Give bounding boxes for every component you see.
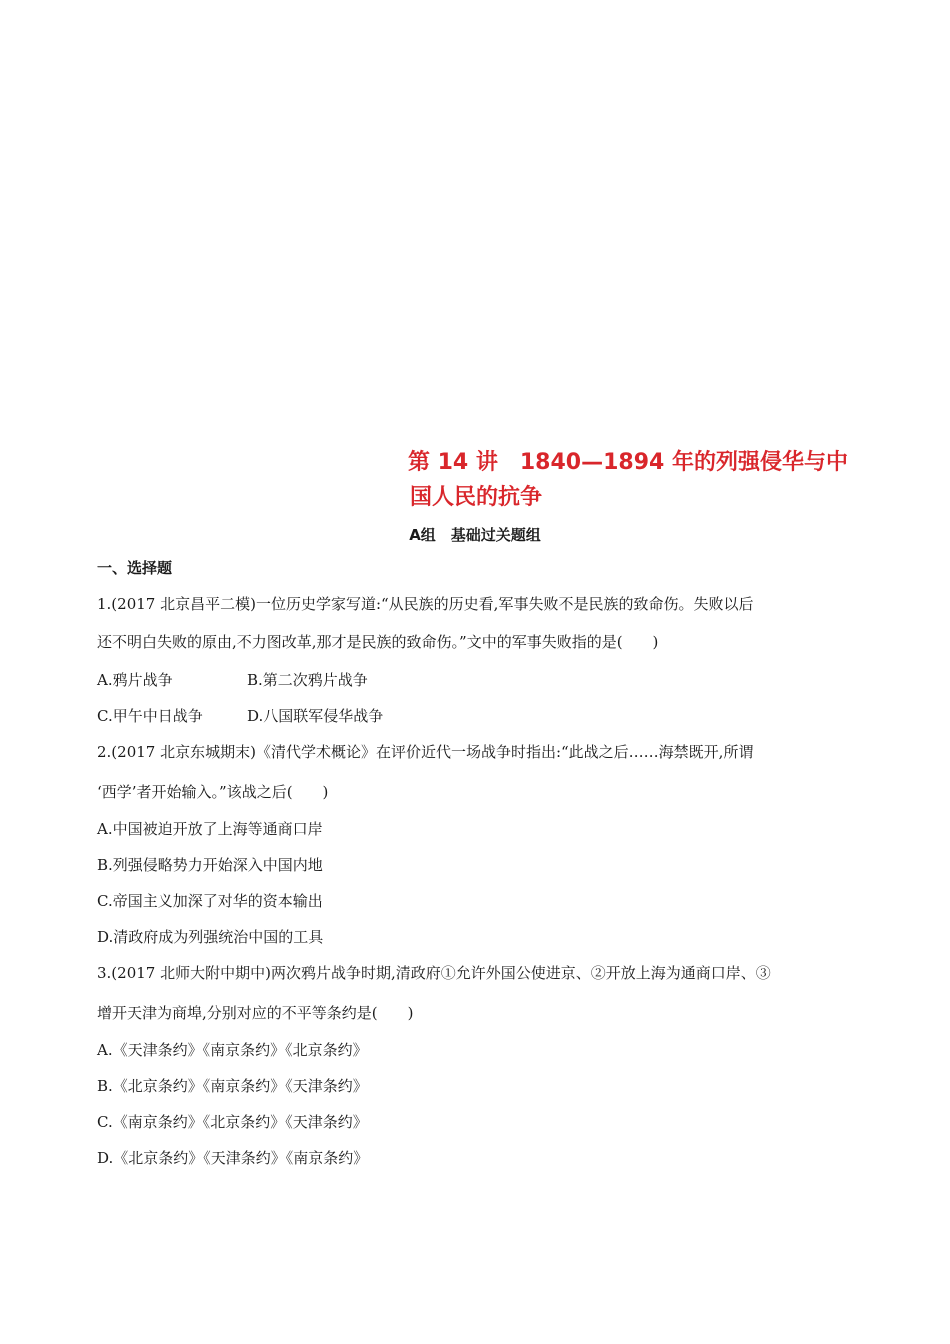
section-heading: 一、选择题 bbox=[97, 559, 173, 577]
question-2-stem-line1: 2.(2017 北京东城期末)《清代学术概论》在评价近代一场战争时指出:“此战之后……海禁既开,所谓 bbox=[97, 743, 754, 761]
question-2-option-b: B.列强侵略势力开始深入中国内地 bbox=[97, 856, 323, 874]
question-2-option-a: A.中国被迫开放了上海等通商口岸 bbox=[97, 820, 323, 838]
question-1-option-d: D.八国联军侵华战争 bbox=[247, 707, 384, 725]
lesson-title-line1: 第 14 讲 1840—1894 年的列强侵华与中 bbox=[407, 450, 848, 475]
question-1-options-row2 bbox=[97, 705, 383, 727]
question-1-option-a: A.鸦片战争 bbox=[97, 671, 173, 689]
question-2-option-c: C.帝国主义加深了对华的资本输出 bbox=[97, 892, 323, 910]
question-1-option-c: C.甲午中日战争 bbox=[97, 707, 203, 725]
question-2-option-d: D.清政府成为列强统治中国的工具 bbox=[97, 928, 324, 946]
question-1-stem-line1: 1.(2017 北京昌平二模)一位历史学家写道:“从民族的历史看,军事失败不是民族的致命伤。失败以后 bbox=[97, 595, 754, 613]
question-3-option-c: C.《南京条约》《北京条约》《天津条约》 bbox=[97, 1113, 368, 1131]
lesson-title-line2: 国人民的抗争 bbox=[410, 485, 543, 510]
question-2-stem-line2: ‘西学’者开始输入。”该战之后( ) bbox=[97, 783, 329, 801]
question-3-stem-line2: 增开天津为商埠,分别对应的不平等条约是( ) bbox=[97, 1004, 414, 1022]
question-3-option-a: A.《天津条约》《南京条约》《北京条约》 bbox=[97, 1041, 368, 1059]
question-3-option-b: B.《北京条约》《南京条约》《天津条约》 bbox=[97, 1077, 368, 1095]
question-1-stem-line2: 还不明白失败的原由,不力图改革,那才是民族的致命伤。”文中的军事失败指的是( ) bbox=[97, 633, 659, 651]
question-3-option-d: D.《北京条约》《天津条约》《南京条约》 bbox=[97, 1149, 369, 1167]
group-heading: A组 基础过关题组 bbox=[409, 526, 541, 544]
question-1-option-b: B.第二次鸦片战争 bbox=[247, 671, 368, 689]
question-3-stem-line1: 3.(2017 北师大附中期中)两次鸦片战争时期,清政府①允许外国公使进京、②开放上海为通商口岸、③ bbox=[97, 964, 771, 982]
question-1-options-row1 bbox=[97, 669, 368, 691]
